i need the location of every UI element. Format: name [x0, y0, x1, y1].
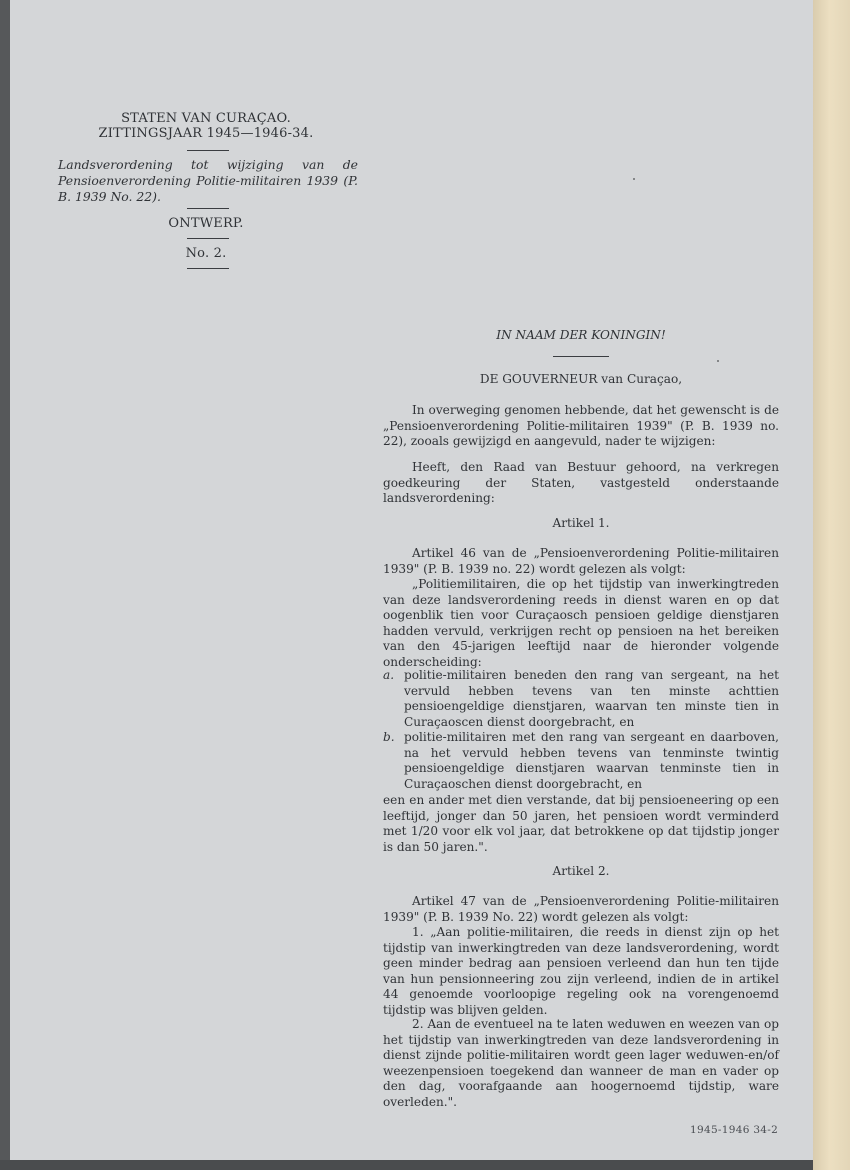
header-rule	[187, 150, 229, 151]
article-1-item-b	[383, 730, 779, 792]
number-label: No. 2.	[185, 246, 227, 261]
header-line-2: ZITTINGSJAAR 1945—1946-34.	[98, 126, 314, 141]
title-italic: Landsverordening tot wijziging van de Pensioenverordening Politie-militairen 1939 (P. B. 1939 No. 22).	[58, 157, 358, 204]
article-1-intro: Artikel 46 van de „Pensioenverordening Politie-militairen 1939" (P. B. 1939 no. 22) wordt gelezen als volgt:	[383, 546, 779, 576]
governor-line: DE GOUVERNEUR van Curaçao,	[479, 372, 683, 386]
item-b-text: politie-militairen met den rang van sergeant en daarboven, na het vervuld hebben tevens van tenminste twintig pensioengeldige dienstjaren waarvan tenminste tien in Curaçaoschen dienst doorgebracht, en	[404, 730, 779, 791]
title-rule	[187, 208, 229, 209]
article-1-heading: Artikel 1.	[552, 516, 610, 530]
header-line-1: STATEN VAN CURAÇAO.	[121, 111, 291, 126]
article-1-item-a	[383, 668, 779, 730]
invocation: IN NAAM DER KONINGIN!	[496, 328, 666, 342]
article-2-heading: Artikel 2.	[552, 864, 610, 878]
number-rule	[187, 268, 229, 269]
item-b-label: b.	[383, 730, 395, 744]
preamble-enactment: Heeft, den Raad van Bestuur gehoord, na verkregen goedkeuring der Staten, vastgesteld onderstaande landsverordening:	[383, 460, 779, 505]
header-block	[56, 111, 356, 141]
scan-bottom-edge	[0, 1160, 813, 1170]
scan-speck	[633, 178, 635, 180]
article-1-quote: „Politiemilitairen, die op het tijdstip van inwerkingtreden van deze landsverordening reeds in dienst waren en op dat oogenblik tien voor Curaçaosch pensioen geldige dienstjaren hadden vervuld, verkrijgen recht op pensioen na het bereiken van den 45-jarigen leeftijd naar de hieronder volgende onderscheiding:	[383, 577, 779, 669]
scan-speck	[717, 360, 719, 362]
article-2-paragraph-1: 1. „Aan politie-militairen, die reeds in dienst zijn op het tijdstip van inwerkingtreden van deze landsverordening, wordt geen minder bedrag aan pensioen verleend dan hun ten tijde van hun pensionneering zou zijn verleend, indien de in artikel 44 genoemde voorloopige regeling ook na vorengenoemd tijdstip was blijven gelden.	[383, 925, 779, 1017]
footer-code: 1945-1946 34-2	[690, 1124, 779, 1136]
draft-label: ONTWERP.	[168, 216, 244, 231]
article-2-intro: Artikel 47 van de „Pensioenverordening Politie-militairen 1939" (P. B. 1939 No. 22) wordt gelezen als volgt:	[383, 894, 779, 924]
paper-edge	[813, 0, 850, 1170]
item-a-text: politie-militairen beneden den rang van sergeant, na het vervuld hebben tevens van ten minste achttien pensioengeldige dienstjaren, waarvan ten minste tien in Curaçaoscen dienst doorgebracht, en	[404, 668, 779, 729]
article-1-closing: een en ander met dien verstande, dat bij pensioeneering op een leeftijd, jonger dan 50 jaren, het pensioen wordt verminderd met 1/20 voor elk vol jaar, dat betrokkene op dat tijdstip jonger is dan 50 jaren.".	[383, 793, 779, 854]
invocation-rule	[553, 356, 609, 357]
article-2-paragraph-2: 2. Aan de eventueel na te laten weduwen en weezen van op het tijdstip van inwerkingtreden van deze landsverordening in dienst zijnde politie-militairen wordt geen lager weduwen-en/of weezenpensioen toegekend dan wanneer de man en vader op den dag, voorafgaande aan hoogernoemd tijdstip, ware overleden.".	[383, 1017, 779, 1109]
item-a-label: a.	[383, 668, 395, 682]
draft-rule	[187, 238, 229, 239]
preamble-consideration: In overweging genomen hebbende, dat het gewenscht is de „Pensioenverordening Politie-militairen 1939" (P. B. 1939 no. 22), zooals gewijzigd en aangevuld, nader te wijzigen:	[383, 403, 779, 448]
